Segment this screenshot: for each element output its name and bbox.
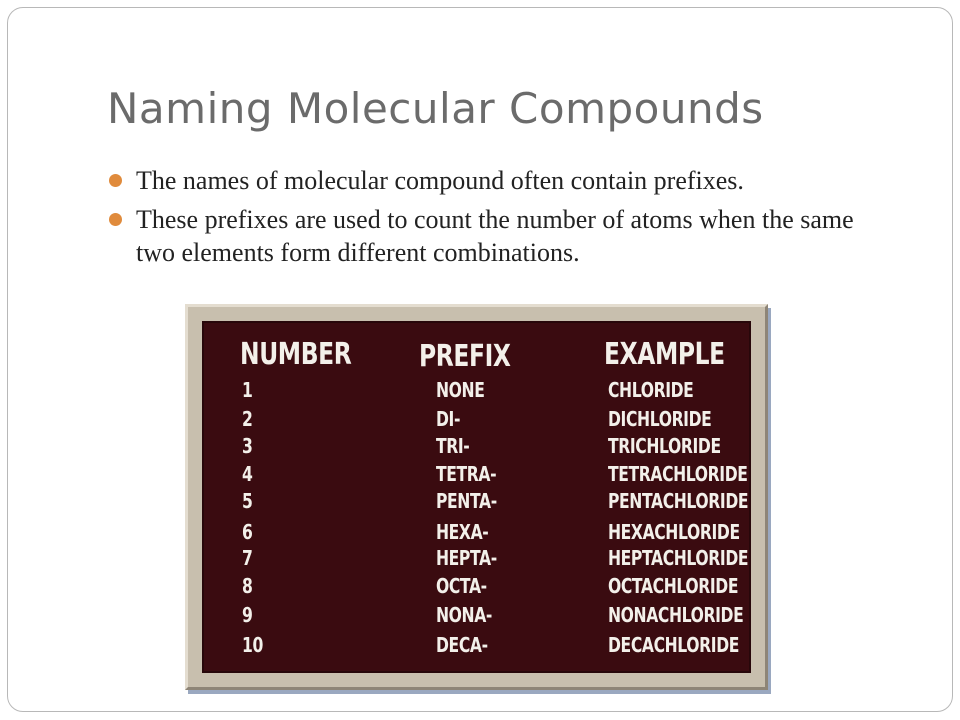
cell-prefix: TRI- (436, 434, 470, 458)
cell-example: TETRACHLORIDE (608, 462, 748, 486)
cell-prefix: DECA- (436, 633, 488, 657)
cell-example: CHLORIDE (608, 378, 694, 402)
chalkboard-image (185, 304, 768, 690)
cell-number: 6 (242, 520, 253, 544)
bullet-marker-icon (109, 213, 122, 226)
cell-example: OCTACHLORIDE (608, 574, 739, 598)
cell-number: 4 (242, 462, 253, 486)
cell-example: HEXACHLORIDE (608, 520, 740, 544)
cell-prefix: HEXA- (436, 520, 489, 544)
cell-prefix: DI- (436, 407, 461, 431)
cell-example: NONACHLORIDE (608, 603, 744, 627)
cell-number: 10 (242, 633, 263, 657)
cell-example: DECACHLORIDE (608, 633, 740, 657)
cell-prefix: NONA- (436, 603, 492, 627)
bullet-text: These prefixes are used to count the number of atoms when the same two elements form different combinations. (136, 205, 854, 267)
cell-number: 2 (242, 407, 253, 431)
cell-number: 8 (242, 574, 253, 598)
cell-number: 3 (242, 434, 253, 458)
cell-number: 9 (242, 603, 253, 627)
chalkboard-surface (202, 321, 751, 673)
slide-title: Naming Molecular Compounds (107, 84, 764, 133)
cell-example: TRICHLORIDE (608, 434, 721, 458)
header-prefix: PREFIX (419, 339, 511, 374)
header-example: EXAMPLE (604, 337, 725, 372)
bullet-item (108, 164, 898, 197)
cell-prefix: OCTA- (436, 574, 487, 598)
prefix-table (204, 323, 749, 671)
bullet-item (108, 203, 898, 269)
cell-prefix: TETRA- (436, 462, 497, 486)
cell-example: HEPTACHLORIDE (608, 546, 749, 570)
cell-number: 7 (242, 546, 253, 570)
cell-example: DICHLORIDE (608, 407, 712, 431)
cell-number: 1 (242, 378, 253, 402)
bullet-text: The names of molecular compound often contain prefixes. (136, 166, 744, 195)
cell-number: 5 (242, 489, 253, 513)
bullet-marker-icon (109, 174, 122, 187)
header-number: NUMBER (240, 337, 352, 372)
cell-prefix: PENTA- (436, 489, 497, 513)
cell-prefix: HEPTA- (436, 546, 497, 570)
bullet-list (108, 164, 898, 275)
cell-prefix: NONE (436, 378, 485, 402)
cell-example: PENTACHLORIDE (608, 489, 749, 513)
